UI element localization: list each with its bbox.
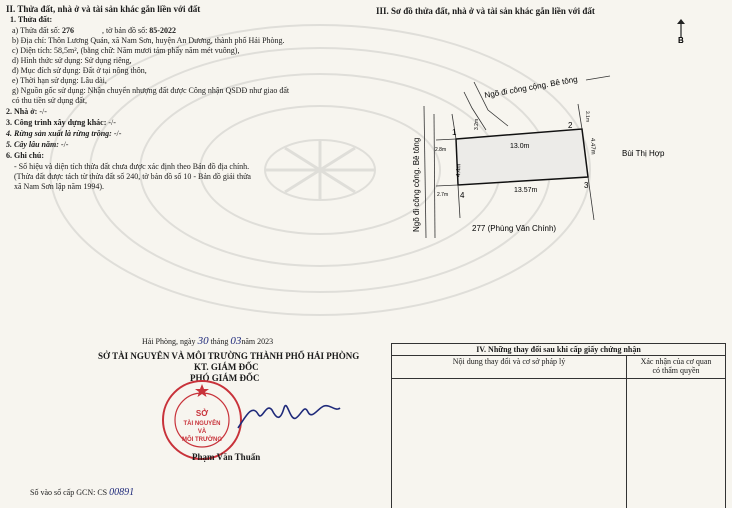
- perennial-tree-value: -/-: [60, 140, 69, 149]
- usage-purpose-line: đ) Mục đích sử dụng: Đất ở tại nông thôn,: [12, 66, 147, 75]
- area-line: c) Diện tích: 58,5m², (bằng chữ: Năm mươi tám phẩy năm mét vuông),: [12, 46, 240, 55]
- section4-title: IV. Những thay đổi sau khi cấp giấy chứng nhận: [392, 344, 726, 356]
- point-2: 2: [568, 121, 573, 130]
- issuing-org: SỞ TÀI NGUYÊN VÀ MÔI TRƯỜNG THÀNH PHỐ HẢI PHÒNG: [98, 351, 360, 361]
- left-road-lines: [424, 106, 435, 238]
- kt-director: KT. GIÁM ĐỐC: [194, 362, 259, 372]
- change-content-cell: [392, 379, 627, 508]
- production-forest-line: [6, 129, 121, 139]
- changes-table: [391, 343, 726, 508]
- note-heading: 6. Ghi chú:: [6, 151, 45, 160]
- house-label: 2. Nhà ở:: [6, 107, 38, 116]
- other-construction-line: [6, 118, 116, 128]
- authority-header-line-2: có thẩm quyền: [652, 366, 700, 375]
- production-forest-label: 4. Rừng sản xuất là rừng trồng:: [6, 129, 112, 138]
- land-parcel-heading: 1. Thửa đất:: [10, 15, 53, 24]
- gcn-label: Số vào sổ cấp GCN: CS: [30, 488, 108, 497]
- dim-a: 3.2m: [474, 118, 480, 130]
- svg-text:TÀI NGUYÊN: TÀI NGUYÊN: [183, 421, 221, 427]
- note-line-2: (Thửa đất được tách từ thửa đất số 240, tờ bản đồ số 10 - Bản đồ giải thửa: [14, 172, 251, 181]
- parcel-number-line: [12, 26, 176, 36]
- north-label: B: [678, 36, 684, 45]
- other-construction-value: -/-: [108, 118, 116, 127]
- dim-b: 2.8m: [435, 147, 447, 153]
- dim-left: 4.4m: [456, 163, 463, 178]
- origin-line-2: có thu tiền sử dụng đất,: [12, 96, 87, 105]
- house-value: -/-: [39, 107, 47, 116]
- date-month: 03: [230, 335, 242, 347]
- point-1: 1: [452, 128, 457, 137]
- road-top-label: Ngõ đi công cộng. Bê tông: [483, 74, 579, 100]
- map-sheet-label: , tờ bản đồ số:: [101, 26, 148, 35]
- dim-bottom: 13.57m: [514, 187, 538, 194]
- svg-text:MÔI TRƯỜNG: MÔI TRƯỜNG: [181, 437, 223, 443]
- parcel-diagram: [372, 18, 727, 250]
- svg-text:VÀ: VÀ: [197, 429, 207, 435]
- point-3: 3: [584, 181, 589, 190]
- dim-c: 2.7m: [437, 192, 449, 198]
- authority-header: [627, 356, 726, 379]
- house-line: [6, 107, 47, 117]
- parcel-number-label: a) Thửa đất số:: [12, 26, 60, 35]
- month-label: tháng: [210, 337, 229, 346]
- production-forest-value: -/-: [113, 129, 122, 138]
- parcel-polygon: [456, 129, 588, 185]
- neighbor-right: Bùi Thị Hợp: [622, 149, 665, 158]
- road-left-label: Ngõ đi công cộng. Bê tông: [412, 137, 421, 232]
- usage-term-line: e) Thời hạn sử dụng: Lâu dài,: [12, 76, 107, 85]
- perennial-tree-label: 5. Cây lâu năm:: [6, 140, 59, 149]
- authority-header-line-1: Xác nhận của cơ quan: [640, 357, 712, 366]
- note-line-1: - Số hiệu và diện tích thửa đất chưa được xác định theo Bản đồ địa chính.: [14, 162, 250, 171]
- dim-d: 3.1m: [584, 110, 591, 123]
- signature: [232, 392, 342, 436]
- dim-top: 13.0m: [510, 143, 530, 150]
- gcn-number-line: [30, 488, 134, 498]
- usage-form-line: d) Hình thức sử dụng: Sử dụng riêng,: [12, 56, 132, 65]
- signing-date: [142, 336, 273, 347]
- note-line-3: xã Nam Sơn lập năm 1994).: [14, 182, 104, 191]
- gcn-value: 00891: [109, 487, 135, 498]
- point-4: 4: [460, 191, 465, 200]
- map-sheet-value: 85-2022: [149, 26, 176, 35]
- other-construction-label: 3. Công trình xây dựng khác:: [6, 118, 107, 127]
- dim-right: 4.47m: [589, 137, 596, 155]
- perennial-tree-line: [6, 140, 68, 150]
- change-content-header: Nội dung thay đổi và cơ sở pháp lý: [392, 356, 627, 379]
- svg-text:SỞ: SỞ: [195, 409, 209, 418]
- parcel-number-value: 276: [61, 26, 74, 35]
- neighbor-bottom: 277 (Phùng Văn Chính): [472, 224, 557, 233]
- section2-title: II. Thửa đất, nhà ở và tài sản khác gắn liền với đất: [6, 4, 201, 14]
- address-line: b) Địa chỉ: Thôn Lương Quán, xã Nam Sơn, huyện An Dương, thành phố Hải Phòng.: [12, 36, 285, 45]
- origin-line-1: g) Nguồn gốc sử dụng: Nhận chuyển nhượng đất được Công nhận QSDĐ như giao đất: [12, 86, 290, 95]
- date-day: 30: [197, 335, 209, 347]
- year-label: năm 2023: [241, 337, 274, 346]
- signer-name: Phạm Văn Thuấn: [192, 452, 261, 462]
- date-prefix: Hải Phòng, ngày: [142, 337, 196, 346]
- section3-title: III. Sơ đồ thửa đất, nhà ở và tài sản khác gắn liền với đất: [376, 6, 595, 16]
- deputy-director: PHÓ GIÁM ĐỐC: [190, 373, 260, 383]
- authority-cell: [627, 379, 726, 508]
